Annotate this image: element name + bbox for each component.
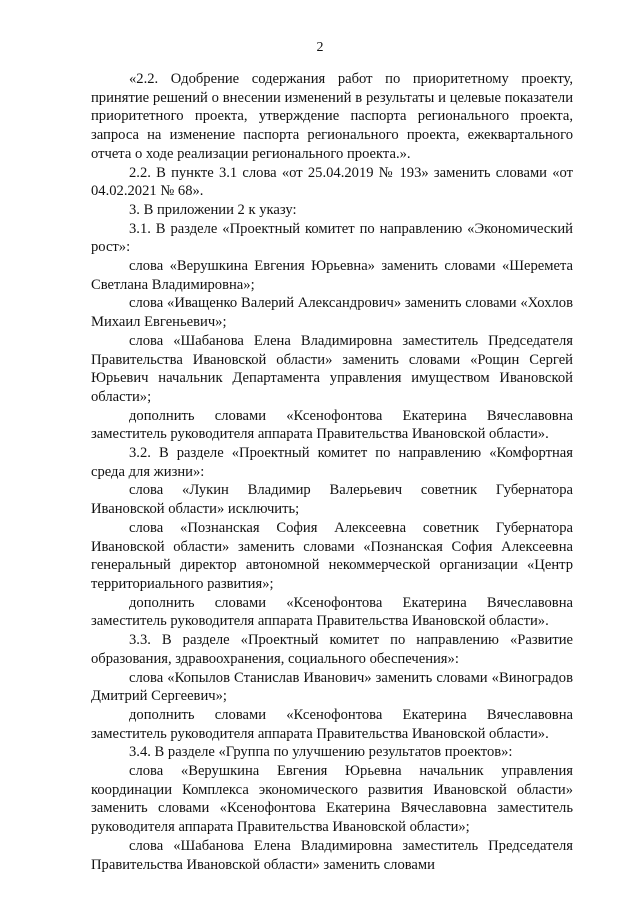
paragraph-2-2-clause-3-1: 2.2. В пункте 3.1 слова «от 25.04.2019 № 193» заменить словами «от 04.02.2021 № 68». <box>91 164 573 200</box>
paragraph-3-appendix-2: 3. В приложении 2 к указу: <box>129 201 297 218</box>
paragraph-3-1-heading: 3.1. В разделе «Проектный комитет по направлению «Экономический рост»: <box>91 220 573 256</box>
paragraph-3-1-item-4: дополнить словами «Ксенофонтова Екатерина Вячеславовна заместитель руководителя аппарата Правительства Ивановской области». <box>91 407 573 443</box>
paragraph-3-3-heading: 3.3. В разделе «Проектный комитет по направлению «Развитие образования, здравоохранения, социального обеспечения»: <box>91 632 573 667</box>
paragraph-3-3-item-2: дополнить словами «Ксенофонтова Екатерина Вячеславовна заместитель руководителя аппарата Правительства Ивановской области». <box>91 706 573 742</box>
paragraph-3-4-item-1: слова «Верушкина Евгения Юрьевна начальник управления координации Комплекса экономического развития Ивановской области» заменить словами «Ксенофонтова Екатерина Вячеславовна заместитель руководителя аппарата Правительства Ивановской области»; <box>91 763 573 836</box>
paragraph-3-1-item-2: слова «Иващенко Валерий Александрович» заменить словами «Хохлов Михаил Евгеньевич»; <box>91 295 573 331</box>
paragraph-3-1-item-1: слова «Верушкина Евгения Юрьевна» заменить словами «Шеремета Светлана Владимировна»; <box>91 258 573 293</box>
paragraph-3-2-item-3: дополнить словами «Ксенофонтова Екатерина Вячеславовна заместитель руководителя аппарата Правительства Ивановской области». <box>91 594 573 630</box>
paragraph-3-2-item-1: слова «Лукин Владимир Валерьевич советник Губернатора Ивановской области» исключить; <box>91 482 573 518</box>
paragraph-3-2-heading: 3.2. В разделе «Проектный комитет по направлению «Комфортная среда для жизни»: <box>91 445 573 480</box>
paragraph-3-4-heading: 3.4. В разделе «Группа по улучшению результатов проектов»: <box>129 744 513 761</box>
paragraph-3-3-item-1: слова «Копылов Станислав Иванович» заменить словами «Виноградов Дмитрий Сергеевич»; <box>91 669 573 705</box>
paragraph-3-1-item-3: слова «Шабанова Елена Владимировна заместитель Председателя Правительства Ивановской области» заменить словами «Рощин Сергей Юрьевич начальник Департамента управления имуществом Ивановской области»; <box>91 332 573 405</box>
paragraph-3-2-item-2: слова «Познанская София Алексеевна советник Губернатора Ивановской области» заменить словами «Познанская София Алексеевна генеральный директор автономной некоммерческой организации «Центр территориального развития»; <box>91 519 573 592</box>
document-body <box>91 70 573 874</box>
page-number: 2 <box>316 40 324 55</box>
paragraph-2-2-approval: «2.2. Одобрение содержания работ по приоритетному проекту, принятие решений о внесении изменений в результаты и целевые показатели приоритетного проекта, утверждение паспорта регионального проекта, запроса на изменение паспорта регионального проекта, ежеквартального отчета о ходе реализации регионального проекта.». <box>91 71 573 162</box>
paragraph-3-4-item-2: слова «Шабанова Елена Владимировна заместитель Председателя Правительства Ивановской области» заменить словами <box>91 837 573 873</box>
